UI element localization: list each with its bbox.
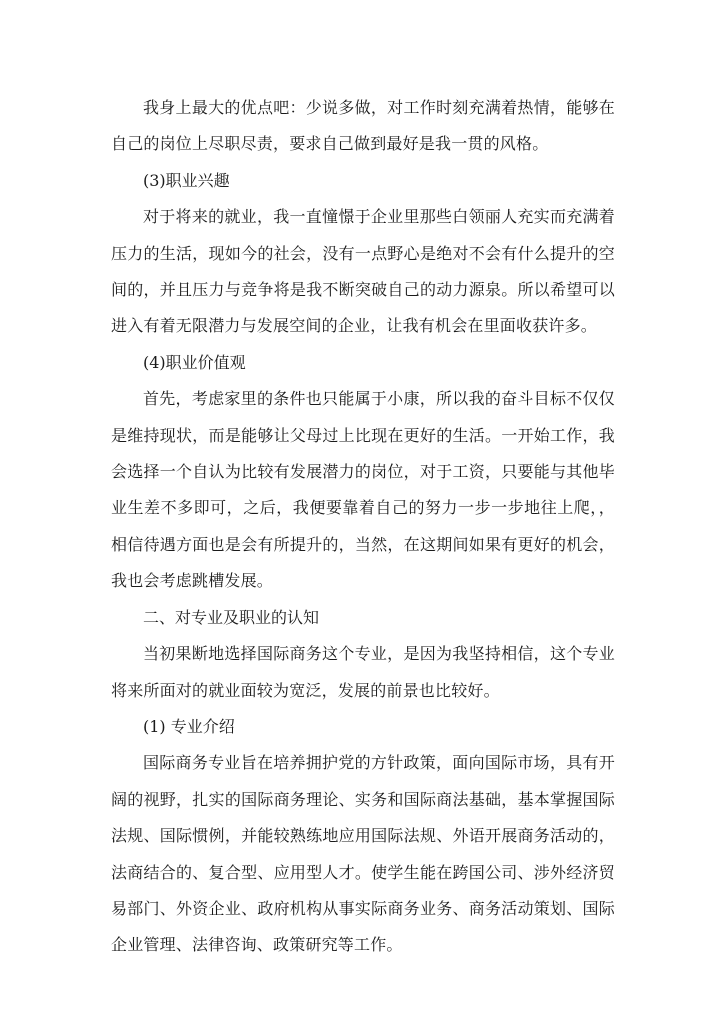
paragraph-career-interest: 对于将来的就业，我一直憧憬于企业里那些白领丽人充实而充满着压力的生活，现如今的社会，没有一点野心是绝对不会有什么提升的空间的，并且压力与竞争将是我不断突破自己的动力源泉。所以希望可以进入有着无限潜力与发展空间的企业，让我有机会在里面收获许多。 xyxy=(111,207,615,336)
paragraph-major-intro: 国际商务专业旨在培养拥护党的方针政策，面向国际市场，具有开阔的视野，扎实的国际商务理论、实务和国际商法基础，基本掌握国际法规、国际惯例，并能较熟练地应用国际法规、外语开展商务活动的，法商结合的、复合型、应用型人才。使学生能在跨国公司、涉外经济贸易部门、外资企业、政府机构从事实际商务业务、商务活动策划、国际企业管理、法律咨询、政策研究等工作。 xyxy=(111,753,615,955)
paragraph-major-choice: 当初果断地选择国际商务这个专业，是因为我坚持相信，这个专业将来所面对的就业面较为宽泛，发展的前景也比较好。 xyxy=(111,644,615,700)
heading-major-intro: (1) 专业介绍 xyxy=(143,716,235,736)
paragraph-career-values: 首先，考虑家里的条件也只能属于小康，所以我的奋斗目标不仅仅是维持现状，而是能够让父母过上比现在更好的生活。一开始工作，我会选择一个自认为比较有发展潜力的岗位，对于工资，只要能与其他毕业生差不多即可，之后，我便要靠着自己的努力一步一步地往上爬，，相信待遇方面也是会有所提升的，当然，在这期间如果有更好的机会，我也会考虑跳槽发展。 xyxy=(111,389,615,591)
document-body xyxy=(111,90,615,964)
paragraph-strengths: 我身上最大的优点吧：少说多做，对工作时刻充满着热情，能够在自己的岗位上尽职尽责，要求自己做到最好是我一贯的风格。 xyxy=(111,98,615,154)
heading-career-values: (4)职业价值观 xyxy=(143,352,246,372)
heading-career-interest: (3)职业兴趣 xyxy=(143,170,230,190)
heading-major-and-career: 二、对专业及职业的认知 xyxy=(143,607,320,627)
